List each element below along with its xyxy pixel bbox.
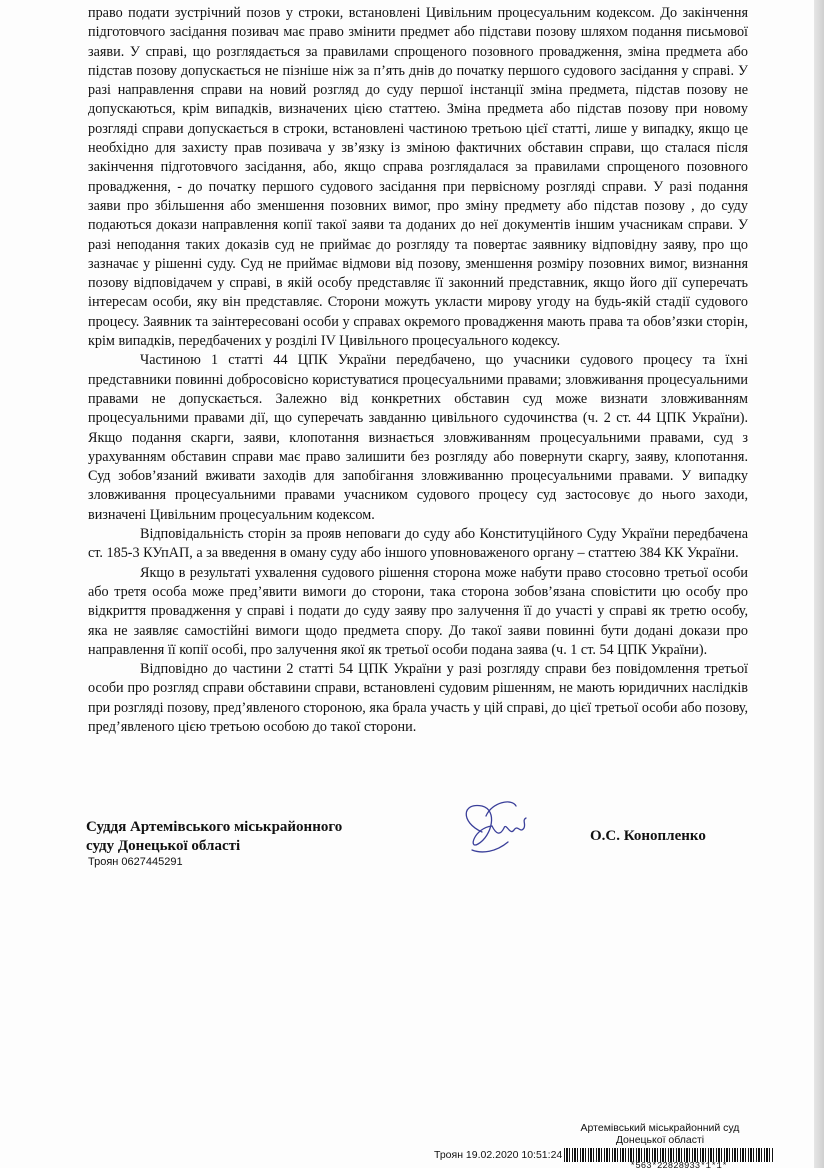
print-info-line — [434, 1148, 774, 1162]
print-info: Троян 19.02.2020 10:51:24 — [434, 1149, 563, 1161]
paragraph-3: Відповідальність сторін за прояв неповаги до суду або Конституційного Суду України передбачена ст. 185-3 КУпАП, а за введення в оману суду або іншого уповноваженого органу – статтею 384 КК України. — [88, 526, 748, 562]
barcode-number: *563*22828933*1*1* — [630, 1161, 728, 1171]
judge-position-line-2: суду Донецької області — [86, 838, 241, 854]
handwritten-signature — [452, 792, 542, 864]
paragraph-2: Частиною 1 статті 44 ЦПК України передбачено, що учасники судового процесу та їхні представники повинні добросовісно користуватися процесуальними правами; зловживання процесуальними правами не допускається. Залежно від конкретних обставин суд може визнати зловживанням процесуальними правами дії, що суперечать завданню цивільного судочинства (ч. 2 ст. 44 ЦПК України). Якщо подання скарги, заяви, клопотання визнається зловживанням процесуальними правами, суд з урахуванням обставин справи має право залишити без розгляду або повернути скаргу, заяву, клопотання. Суд зобов’язаний вживати заходів для запобігання зловживанню процесуальними правами. У випадку зловживання процесуальними правами учасником судового процесу суд застосовує до нього заходи, визначені Цивільним процесуальним кодексом. — [88, 352, 748, 523]
judge-position-line-1: Суддя Артемівського міськрайонного — [86, 819, 343, 835]
document-body — [88, 4, 748, 737]
paragraph-5: Відповідно до частини 2 статті 54 ЦПК України у разі розгляду справи без повідомлення третьої особи про розгляд справи обставини справи, встановлені судовим рішенням, не мають юридичних наслідків при розгляді позову, пред’явленого стороною, яка брала участь у цій справі, до цієї третьої особи або позову, пред’явленого цією третьою особою до такої сторони. — [88, 661, 748, 735]
barcode-icon — [564, 1148, 774, 1162]
paragraph-4: Якщо в результаті ухвалення судового рішення сторона може набути право стосовно третьої особи або третя особа може пред’явити вимоги до сторони, така сторона зобов’язана сповістити цю особу про відкриття провадження у справі і подати до суду заяву про залучення її до участі у справі як третю особу, яка не заявляє самостійні вимоги щодо предмета спору. До такої заяви повинні бути додані докази про направлення її копії особі, про залучення якої як третьої особи подана заява (ч. 1 ст. 54 ЦПК України). — [88, 564, 748, 658]
court-stamp-line-1: Артемівський міськрайонний суд — [580, 1122, 740, 1134]
court-stamp — [560, 1122, 760, 1146]
scan-edge — [814, 0, 824, 1168]
paragraph-1: право подати зустрічний позов у строки, встановлені Цивільним процесуальним кодексом. До закінчення підготовчого засідання позивач має право змінити предмет або підстави позову шляхом подання письмової заяви. У справі, що розглядається за правилами спрощеного позовного провадження, зміна предмета або підстав позову допускається не пізніше ніж за п’ять днів до початку першого судового засідання у справі. У разі направлення справи на новий розгляд до суду першої інстанції зміна предмета, підстав позову не допускаються, крім випадків, визначених цією статтею. Зміна предмета або підстав позову при новому розгляді справи допускається в строки, встановлені частиною третьою цієї статті, лише у випадку, якщо це необхідно для захисту прав позивача у зв’язку із зміною фактичних обставин справи, що сталася після закінчення підготовчого засідання, або, якщо справа розглядалася за правилами спрощеного позовного провадження, - до початку першого судового засідання при первісному розгляді справи. У разі подання заяви про збільшення або зменшення позовних вимог, про зміну предмету або підстав позову , до суду подаються докази направлення копії такої заяви та доданих до неї документів іншим учасникам справи. У разі неподання таких доказів суд не приймає до розгляду та повертає заявнику відповідну заяву, про що зазначає у рішенні суду. Суд не приймає відмови від позову, зменшення розміру позовних вимог, визнання позову відповідачем у справі, в якій особу представляє її законний представник, якщо його дії суперечать інтересам особи, яку він представляє. Сторони можуть укласти мирову угоду на будь-якій стадії судового процесу. Заявник та заінтересовані особи у справах окремого провадження мають права та обов’язки сторін, крім випадків, передбачених у розділі IV Цивільного процесуального кодексу. — [88, 5, 748, 350]
clerk-contact: Троян 0627445291 — [88, 856, 183, 868]
judge-position — [86, 818, 342, 856]
court-stamp-line-2: Донецької області — [615, 1134, 705, 1146]
judge-name: О.С. Конопленко — [590, 828, 706, 844]
